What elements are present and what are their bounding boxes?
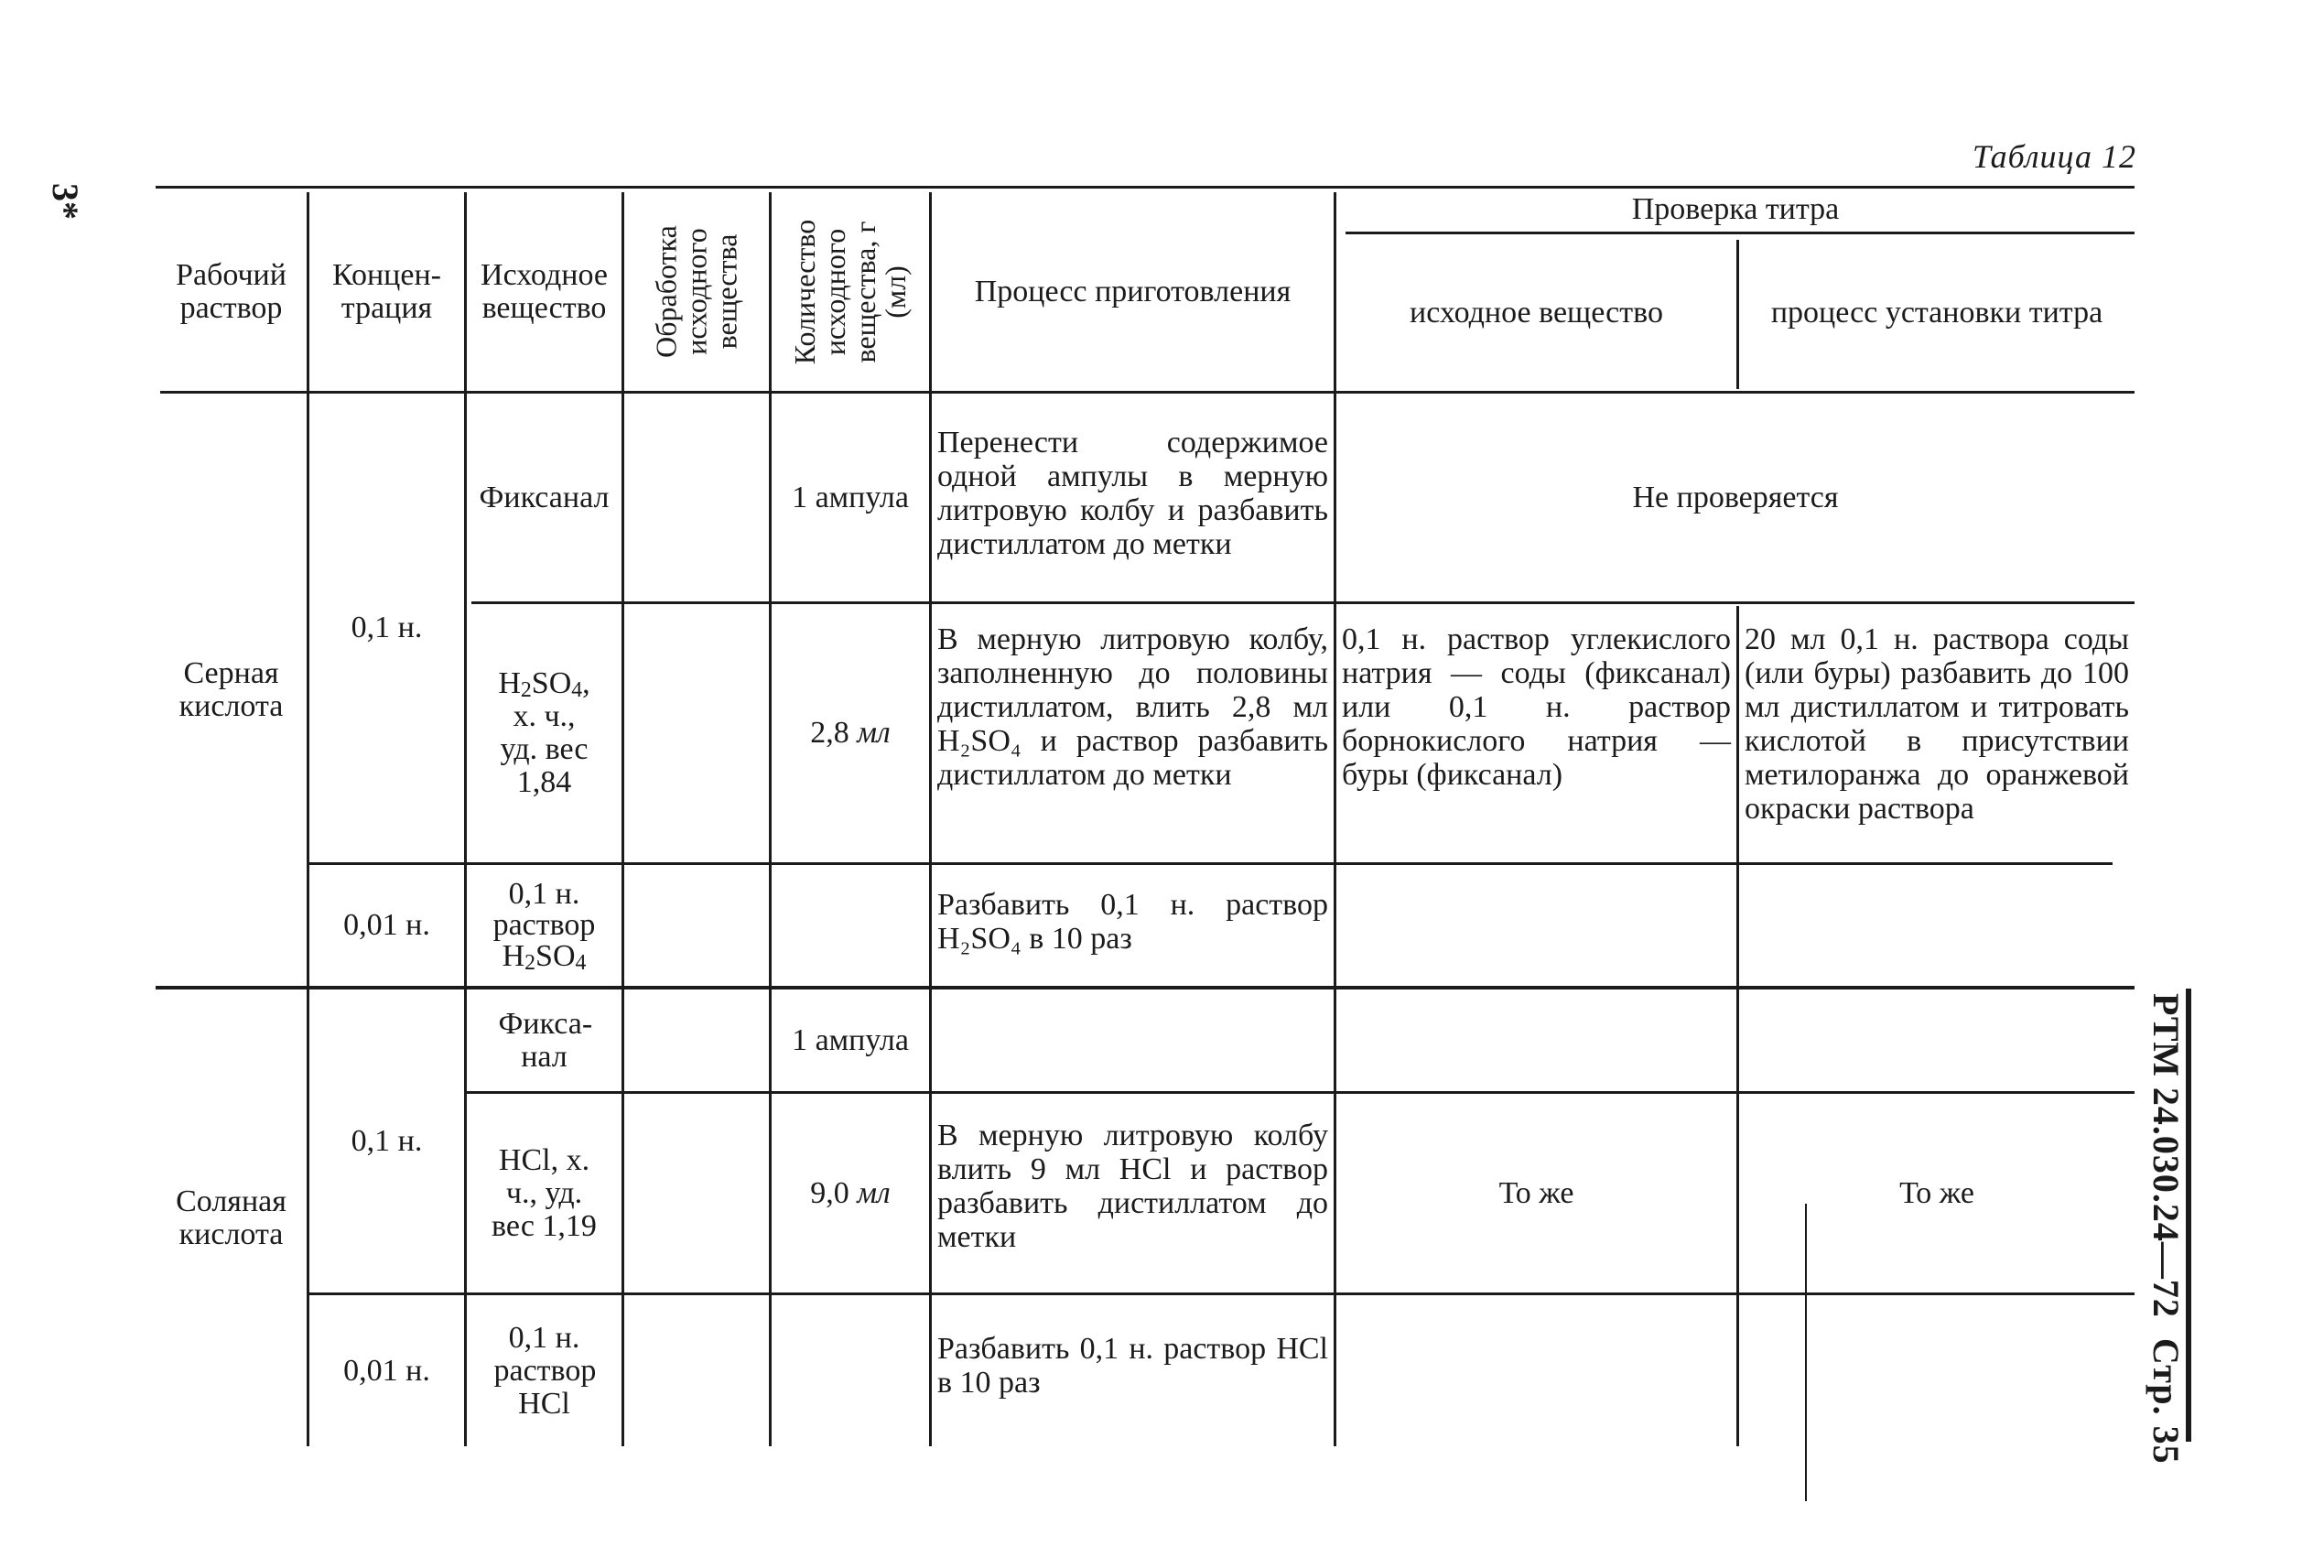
header-titer-process: [1739, 234, 2135, 391]
sulfuric-r2-quantity-value: 2,8: [810, 716, 849, 750]
sulfuric-r2-titer-process: [1739, 622, 2135, 862]
sulfuric-conc-01-text: 0,1 н.: [351, 611, 423, 644]
page-mark: 3*: [45, 183, 86, 220]
rule-group: [156, 986, 2135, 989]
sulfuric-r3-process: [932, 888, 1334, 979]
sulfuric-r2-titer-process-text: 20 мл 0,1 н. раствора соды (или буры) разбавить до 100 мл дистиллатом и титровать кислотой в присутствии метилоранжа до оранжевой окраски раствора: [1745, 622, 2129, 826]
hydrochloric-r3-substance-text: 0,1 н. раствор HCl: [493, 1320, 597, 1421]
hydrochloric-r2-quantity-text: [810, 1177, 891, 1210]
header-process: [932, 192, 1334, 391]
sulfuric-r1-substance-text: Фиксанал: [479, 480, 610, 514]
sulfuric-r1-quantity-text: 1 ампула: [792, 480, 909, 514]
header-concentration: [309, 192, 464, 391]
sulfuric-name-text: Серная кислота: [178, 655, 284, 723]
hydrochloric-r2-process: [932, 1119, 1334, 1274]
hydrochloric-r1-quantity-text: 1 ампула: [792, 1023, 909, 1057]
header-processing-text: Обработка исходного вещества: [649, 225, 743, 358]
sulfuric-r1-titer-text: Не проверяется: [1632, 480, 1839, 514]
hydrochloric-r1-substance-text: Фикса-нал: [498, 1007, 593, 1074]
sulfuric-r3-formula-h: H: [502, 939, 525, 973]
hydrochloric-conc-001: [309, 1295, 464, 1446]
hydrochloric-r2-substance: [467, 1094, 622, 1292]
header-processing: [624, 192, 769, 391]
sulfuric-conc-01: [309, 394, 464, 862]
sulfuric-r3-formula: $H_2SO_4$: [502, 939, 587, 975]
hydrochloric-r2-substance-text: HCl, х. ч., уд. вес 1,19: [492, 1142, 597, 1243]
side-code-text: РТМ 24.030.24—72: [2146, 993, 2187, 1318]
sulfuric-r1-titer: [1336, 394, 2135, 601]
header-concentration-text: Концен-трация: [332, 257, 441, 325]
hydrochloric-conc-01: [309, 990, 464, 1292]
header-titer-check-text: Проверка титра: [1631, 192, 1840, 226]
sulfuric-r1-quantity: [772, 394, 929, 601]
rule-s-r1: [471, 601, 2135, 604]
sulfuric-r2-quantity-unit: мл: [857, 716, 891, 750]
sulfuric-r2-process: [932, 622, 1334, 851]
header-titer-substance-text: исходное вещество: [1410, 295, 1663, 330]
hydrochloric-r2-titer-substance-text: То же: [1498, 1175, 1574, 1210]
header-quantity-text: Количество исходного вещества, г (мл): [788, 219, 912, 364]
hydrochloric-r3-substance: [467, 1295, 622, 1446]
sulfuric-r1-process-text: Перенести содержимое одной ампулы в мерную литровую колбу и разбавить дистиллатом до метки: [937, 426, 1328, 561]
hydrochloric-r1-quantity: [772, 990, 929, 1091]
header-titer-substance: [1336, 234, 1736, 391]
header-source-substance: [467, 192, 622, 391]
sulfuric-r2-substance: [467, 604, 622, 862]
hydrochloric-r2-quantity-value: 9,0: [810, 1175, 849, 1210]
hydrochloric-r2-quantity-unit: мл: [857, 1175, 891, 1210]
sulfuric-r2-titer-substance: [1336, 622, 1736, 851]
sulfuric-r2-quantity: [772, 604, 929, 862]
hydrochloric-name: [156, 990, 307, 1446]
hydrochloric-r2-titer-process: [1739, 1094, 2135, 1292]
header-titer-check: [1336, 188, 2135, 232]
sulfuric-r3-substance: [467, 865, 622, 986]
header-quantity: [772, 192, 929, 391]
sulfuric-r2-process-text: В мерную литровую колбу, заполненную до половины дистиллатом, влить 2,8 мл H₂SO₄ и раствор разбавить дистиллатом до метки: [937, 622, 1328, 792]
header-source-substance-text: Исходное вещество: [481, 257, 608, 325]
sulfuric-r2-titer-substance-text: 0,1 н. раствор углекислого натрия — соды (фиксанал) или 0,1 н. раствор борнокислого натрия — буры (фиксанал): [1342, 622, 1731, 792]
header-titer-process-text: процесс установки титра: [1770, 295, 2103, 330]
hydrochloric-r2-quantity: [772, 1094, 929, 1292]
sulfuric-r2-formula: $H_2SO_4$,: [498, 666, 590, 702]
hydrochloric-conc-001-text: 0,01 н.: [343, 1353, 430, 1388]
sulfuric-r2-quantity-text: [810, 717, 891, 750]
sulfuric-r1-process: [932, 426, 1334, 600]
table-caption: Таблица 12: [1972, 138, 2136, 175]
hydrochloric-r2-titer-process-text: То же: [1899, 1175, 1974, 1210]
side-code: [2145, 993, 2188, 1465]
hydrochloric-r3-process: [932, 1332, 1334, 1423]
sulfuric-conc-001: [309, 865, 464, 986]
hydrochloric-r1-substance: [467, 990, 622, 1091]
sulfuric-r2-formula-comma: ,: [582, 666, 590, 700]
sulfuric-r2-formula-h: H: [498, 666, 521, 700]
header-working-solution-text: Рабочий раствор: [176, 257, 286, 325]
sulfuric-name: [156, 394, 307, 986]
hydrochloric-conc-01-text: 0,1 н.: [351, 1124, 423, 1158]
header-process-text: Процесс приготовления: [974, 274, 1292, 308]
sulfuric-r2-formula-so: SO: [531, 666, 572, 700]
header-working-solution: [156, 192, 307, 391]
sulfuric-r3-formula-so: SO: [535, 939, 576, 973]
sulfuric-r3-substance-a: 0,1 н. раствор: [492, 877, 596, 942]
hydrochloric-r2-titer-substance: [1336, 1094, 1736, 1292]
sulfuric-conc-001-text: 0,01 н.: [343, 908, 430, 942]
hydrochloric-r3-process-text: Разбавить 0,1 н. раствор HCl в 10 раз: [937, 1332, 1328, 1400]
sulfuric-r3-process-text: Разбавить 0,1 н. раствор H₂SO₄ в 10 раз: [937, 888, 1328, 956]
sulfuric-r1-substance: [467, 394, 622, 601]
hydrochloric-name-text: Соляная кислота: [176, 1184, 286, 1251]
side-page-text: Стр. 35: [2146, 1337, 2187, 1465]
hydrochloric-r2-process-text: В мерную литровую колбу влить 9 мл HCl и раствор разбавить дистиллатом до метки: [937, 1119, 1328, 1254]
sulfuric-r2-substance-rest: х. ч., уд. вес 1,84: [500, 699, 589, 799]
